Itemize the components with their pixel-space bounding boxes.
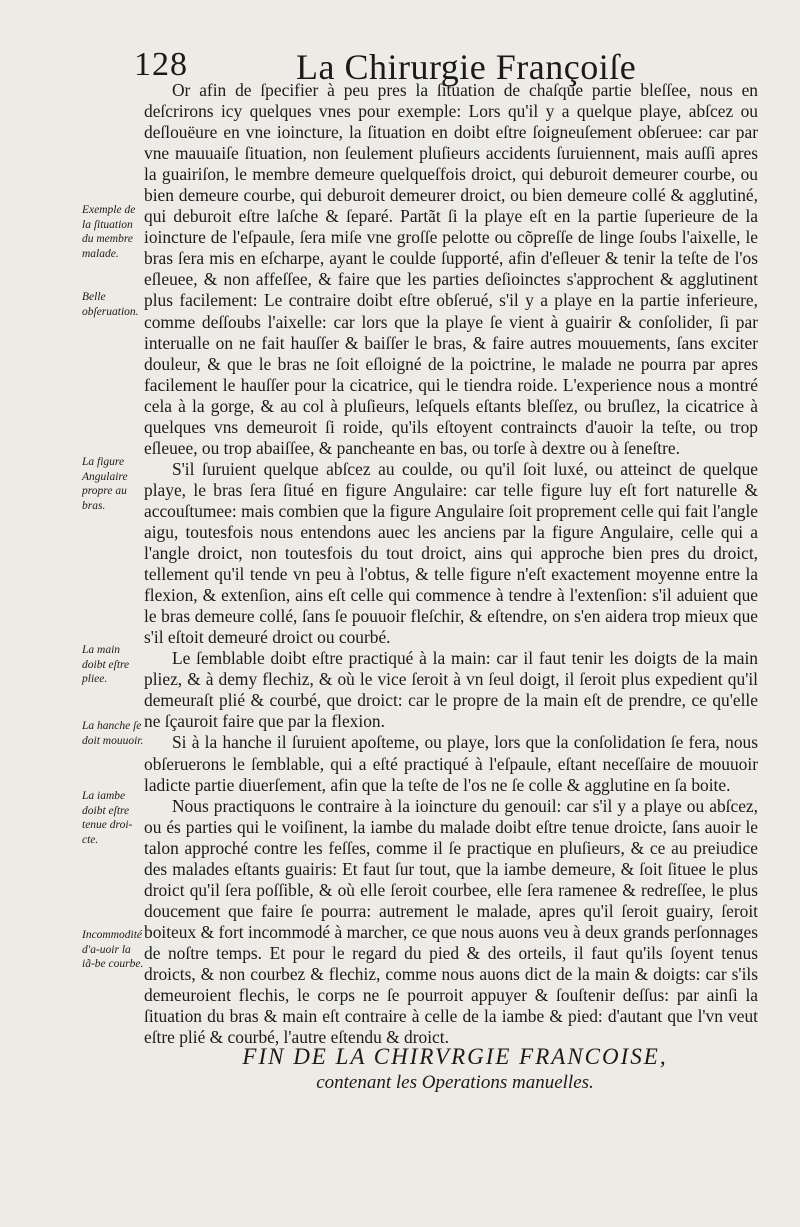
finis-title: FIN DE LA CHIRVRGIE FRANCOISE, [242, 1044, 668, 1069]
margin-note: La hanche ſe doit mouuoir. [82, 720, 144, 747]
running-title: La Chirurgie Françoiſe [296, 47, 637, 87]
margin-note: Incommodité d'a-uoir la iã-be courbe. [82, 929, 144, 970]
paragraph: Si à la hanche il ſuruient apoſteme, ou playe, lors que la conſolidation ſe fera, nous obſeruerons le ſemblable, qui a eſté practiqué à l'eſpaule, eſtant neceſſaire de mouuoir ladicte partie diuerſement, afin que la teſte de l'os ne ſe colle & agglutine en ſa boite. [144, 732, 758, 795]
margin-note: Belle obſeruation. [82, 291, 139, 318]
margin-note: La iambe doibt eſtre tenue droi-cte. [82, 790, 133, 846]
page-number: 128 [134, 46, 188, 83]
margin-note: La main doibt eſtre pliee. [82, 644, 130, 685]
paragraph: Or afin de ſpecifier à peu pres la ſituation de chaſque partie bleſſee, nous en deſcrirons icy quelques vnes pour exemple: Lors qu'il y a quelque playe, abſcez ou deſlouëure en vne ioincture, la ſituation en doibt eſtre ſoigneuſement obſeruee: car par vne mauuaiſe ſituation, non ſeulement pluſieurs accidents ſuruiennent, mais auſſi apres la guairiſon, le membre demeure quelqueſfois droict, qui deburoit demeurer courbe, ou bien demeure courbe, qui deburoit demeurer droict, ou bien demeure collé & agglutiné, qui deburoit eſtre laſche & ſeparé. Partãt ſi la playe eſt en la partie ſuperieure de la ioincture de l'eſpaule, ſera miſe vne groſſe pelotte ou cõpreſſe de linge ſoubs l'aixelle, le bras ſera mis en eſcharpe, ayant le coulde ſupporté, afin d'eſleuer & tenir la teſte de l'os eſleuee, & non affeſſee, & faire que les parties deſioinctes s'approchent & agglutinent plus facilement: Le contraire doibt eſtre obſerué, s'il y a playe en la partie inferieure, comme deſſoubs l'aixelle: car lors que la playe ſe vient à guairir & conſolider, ſi par interualle on ne fait hauſſer & baiſſer le bras, & faire autres mouuements, ſans exciter douleur, & que le bras ne ſoit eſloigné de la poictrine, le malade ne pourra par apres facilement le hauſſer pour la cicatrice, qui le tiendra roide. L'experience nous a montré cela à la gorge, & au col à pluſieurs, leſquels eſtants bleſſez, ou bruſlez, la cicatrice à quelques vns demeuroit ſi roide, qu'ils eſtoyent contraincts d'auoir la teſte, ou trop eſleuee, ou trop abaiſſee, & pancheante en bas, ou torſe à dextre ou à ſeneſtre. [144, 80, 758, 458]
paragraph: Nous practiquons le contraire à la ioincture du genouil: car s'il y a playe ou abſcez, ou és parties qui le voiſinent, la iambe du malade doibt eſtre tenue droicte, ſans auoir le talon approché contre les feſſes, comme il ſe practique en pluſieurs, & ce au preiudice des malades eſtants guairis: Et faut ſur tout, que la iambe demeure, & ſoit ſituee le plus droict qu'il ſera poſſible, & où elle ſeroit courbee, elle ſera ramenee & redreſſee, le plus doucement que faire ſe pourra: autrement le malade, apres qu'il ſeroit guairy, ſeroit boiteux & fort incommodé à marcher, ce que nous auons veu à deux grands perſonnages de noſtre temps. Et pour le regard du pied & des orteils, il faut qu'ils ſoyent tenus droicts, & non courbez & flechiz, comme nous auons dict de la main & doigts: car s'ils demeuroient flechis, le corps ne ſe pourroit appuyer & ſouſtenir deſſus: par ainſi la ſituation du bras & main eſt contraire à celle de la iambe & pied: d'autant que l'vn veut eſtre plié & courbé, l'autre eſtendu & droict. [144, 795, 758, 1048]
finis-subtitle: contenant les Operations manuelles. [316, 1072, 594, 1093]
paragraph: S'il ſuruient quelque abſcez au coulde, ou qu'il ſoit luxé, ou atteinct de quelque playe, le bras ſera ſitué en figure Angulaire: car telle figure luy eſt fort naturelle & accouſtumee: mais combien que la figure Angulaire ſoit proprement celle qui fait l'angle aigu, toutesfois nous entendons auec les anciens par la figure Angulaire, celle qui a l'angle droict, non toutesfois du tout droict, ains qui approche bien pres du droict, tellement qu'il tende vn peu à l'obtus, & telle figure n'eſt exactement moyenne entre la flexion, & extenſion, ains eſt celle qui commence à tendre à l'extenſion: s'il aduient que le bras demeure collé, ſans ſe pouuoir fleſchir, & eſtendre, on s'en aidera trop mieux que s'il eſtoit demeuré droict ou courbé. [144, 458, 758, 648]
paragraph: Le ſemblable doibt eſtre practiqué à la main: car il faut tenir les doigts de la main pliez, & à demy flechiz, & où le vice ſeroit à vn ſeul doigt, il ſeroit plus expedient qu'il demeuraſt plié & courbé, que droict: car le propre de la main eſt de prendre, ce qu'elle ne ſçauroit faire que par la flexion. [144, 648, 758, 732]
margin-note: Exemple de la ſituation du membre malade. [82, 204, 136, 260]
main-text [144, 80, 758, 1048]
margin-note: La figure Angulaire propre au bras. [82, 456, 128, 512]
margin-notes [0, 0, 144, 1227]
